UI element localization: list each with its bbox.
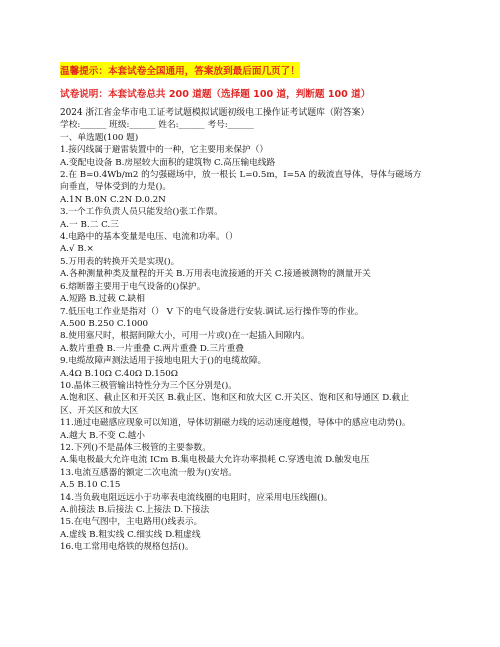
question-line: A.各种测量种类及量程的开关 B.万用表电流接通的开关 C.接通被测物的测量开关 — [60, 269, 371, 280]
question-line: 4.电路中的基本变量是电压、电流和功率。（） — [60, 232, 238, 243]
question-line: A.√ B.× — [60, 244, 94, 255]
question-line: 9.电缆故障声测法适用于接地电阻大于()的电缆故障。 — [60, 356, 267, 367]
question-line: 5.万用表的转换开关是实现()。 — [60, 256, 180, 267]
question-line: A.短路 B.过载 C.缺相 — [60, 294, 145, 305]
question-line: 11.通过电磁感应现象可以知道，导体切割磁力线的运动速度越慢，导体中的感应电动势()。 — [60, 418, 411, 429]
warm-tip-notice: 温馨提示：本套试卷全国通用，答案放到最后面几页了！ — [60, 62, 300, 78]
exam-content — [60, 107, 470, 554]
question-line: 13.电流互感器的额定二次电流一般为()安培。 — [60, 467, 237, 478]
exam-description: 试卷说明：本套试卷总共 200 道题（选择题 100 道，判断题 100 道） — [60, 89, 371, 100]
question-list — [60, 144, 470, 553]
question-line: 14.当负载电阻远远小于功率表电流线圈的电阻时，应采用电压线圈()。 — [60, 492, 333, 503]
question-line: A.饱和区、截止区和开关区 B.截止区、饱和区和放大区 C.开关区、饱和区和导通区 D.截止 — [60, 393, 410, 404]
question-line: 12.下列()不是晶体三极管的主要参数。 — [60, 442, 211, 453]
question-line: 6.熔断器主要用于电气设备的()保护。 — [60, 281, 206, 292]
question-line: A.前接法 B.后接法 C.上接法 D.下接法 — [60, 505, 210, 515]
question-line: A.1N B.0N C.2N D.0.2N — [60, 194, 166, 205]
question-line: 3.一个工作负责人员只能发给()张工作票。 — [60, 207, 223, 218]
question-line: A.4Ω B.10Ω C.40Ω D.150Ω — [60, 368, 179, 379]
question-line: 1.接闪线属于避雷装置中的一种，它主要用来保护（） — [60, 145, 269, 156]
section-heading: 一、单选题(100 题) — [60, 132, 139, 143]
question-line: A.500 B.250 C.1000 — [60, 318, 149, 329]
question-line: 2.在 B=0.4Wb/m2 的匀强磁场中，放一根长 L=0.5m，I=5A 的载流直导体，导体与磁场方 — [60, 170, 422, 181]
question-line: 区、开关区和放大区 — [60, 405, 139, 416]
question-line: A.越大 B.不变 C.越小 — [60, 430, 145, 441]
question-line: 8.使用塞尺时，根据间隙大小，可用一片或()在一起插入间隙内。 — [60, 331, 310, 342]
question-line: 向垂直，导体受到的力是()。 — [60, 182, 172, 193]
question-line: A.虚线 B.粗实线 C.细实线 D.粗虚线 — [60, 529, 201, 540]
question-line: A.变配电设备 B.房屋较大面积的建筑物 C.高压输电线路 — [60, 157, 276, 168]
question-line: A.5 B.10 C.15 — [60, 480, 121, 491]
question-line: 7.低压电工作业是指对（） V 下的电气设备进行安装.调试.运行操作等的作业。 — [60, 306, 364, 317]
question-line: 15.在电气图中，主电路用()线表示。 — [60, 517, 203, 528]
exam-title: 2024 浙江省金华市电工证考试题模拟试题初级电工操作证考试题库（附答案） — [60, 108, 370, 118]
student-info-line: 学校:______ 班级:______ 姓名:______ 考号:______ — [60, 120, 254, 131]
question-line: 10.晶体三极管输出特性分为三个区分别是()。 — [60, 380, 237, 391]
question-line: A.数片重叠 B.一片重叠 C.两片重叠 D.三片重叠 — [60, 343, 244, 354]
question-line: 16.电工常用电烙铁的规格包括()。 — [60, 542, 194, 553]
question-line: A.一 B.二 C.三 — [60, 219, 119, 230]
question-line: A.集电极最大允许电流 ICm B.集电极最大允许功率损耗 C.穿透电流 D.触发电压 — [60, 455, 370, 466]
